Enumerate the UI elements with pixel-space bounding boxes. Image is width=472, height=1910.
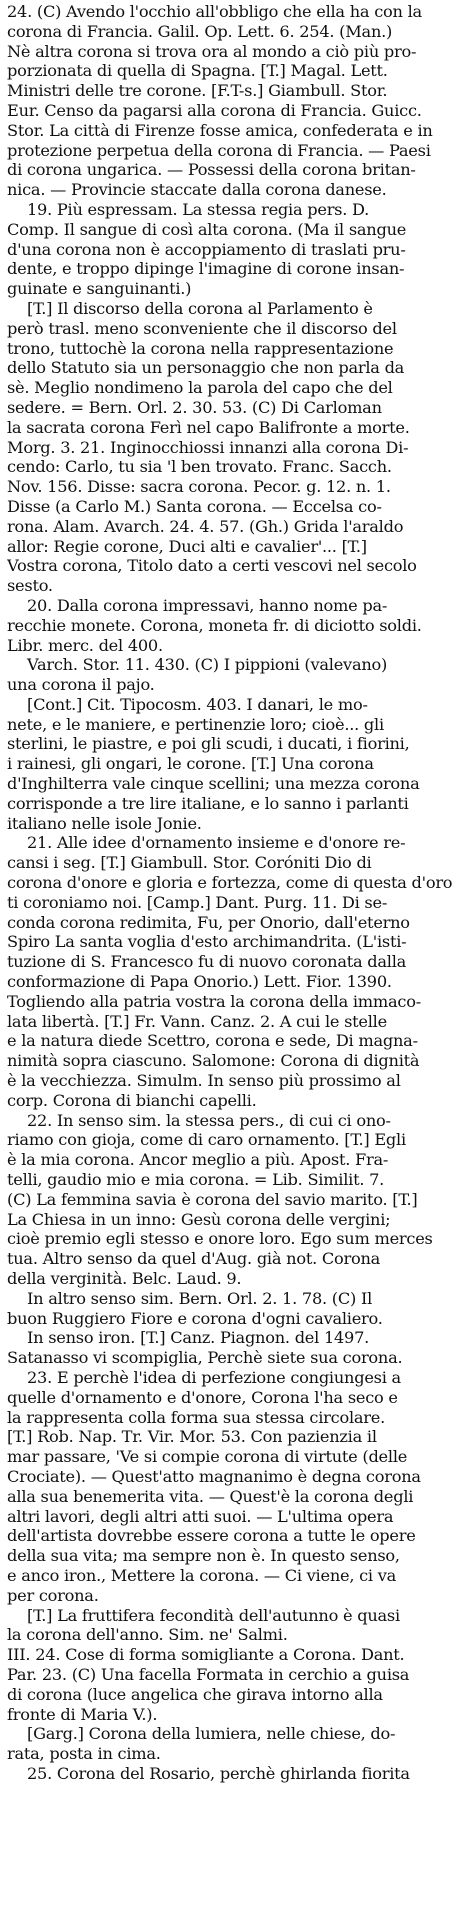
text-line: sè. Meglio nondimeno la parola del capo che del [7, 378, 393, 398]
text-line: della sua vita; ma sempre non è. In questo senso, [7, 1546, 400, 1566]
text-line: nimità sopra ciascuno. Salomone: Corona di dignità [7, 1051, 420, 1071]
text-line: [Cont.] Cit. Tipocosm. 403. I danari, le mo- [27, 694, 368, 714]
text-line: Satanasso vi scompiglia, Perchè siete sua corona. [7, 1348, 403, 1368]
text-line: trono, tuttochè la corona nella rappresentazione [7, 338, 394, 358]
text-line: e anco iron., Mettere la corona. — Ci viene, ci va [7, 1565, 397, 1585]
text-line: 21. Alle idee d'ornamento insieme e d'onore re- [27, 833, 406, 853]
text-line: d'una corona non è accoppiamento di traslati pru- [7, 239, 406, 259]
text-line: cansi i seg. [T.] Giambull. Stor. Coróniti Dio di [7, 853, 372, 873]
text-line: buon Ruggiero Fiore e corona d'ogni cavaliero. [7, 1308, 383, 1328]
text-line: porzionata di quella di Spagna. [T.] Magal. Lett. [7, 61, 388, 81]
text-line: [T.] La fruttifera fecondità dell'autunno è quasi [27, 1605, 400, 1625]
text-line: telli, gaudio mio e mia corona. = Lib. Similit. 7. [7, 1170, 385, 1190]
text-line: Comp. Il sangue di così alta corona. (Ma il sangue [7, 219, 407, 239]
text-line: conformazione di Papa Onorio.) Lett. Fior. 1390. [7, 972, 392, 992]
text-line: è la vecchiezza. Simulm. In senso più prossimo al [7, 1071, 401, 1091]
text-line: cioè premio egli stesso e onore loro. Ego sum merces [7, 1229, 433, 1249]
text-line: tua. Altro senso da quel d'Aug. già not. Corona [7, 1249, 381, 1269]
text-line: III. 24. Cose di forma somigliante a Corona. Dant. [7, 1645, 405, 1665]
text-line: dente, e troppo dipinge l'imagine di corone insan- [7, 259, 405, 279]
text-line: [T.] Rob. Nap. Tr. Vir. Mor. 53. Con pazienzia il [7, 1427, 377, 1447]
text-line: i rainesi, gli ongari, le corone. [T.] Una corona [7, 754, 374, 774]
text-line: nete, e le maniere, e pertinenzie loro; cioè... gli [7, 714, 384, 734]
text-line: italiano nelle isole Jonie. [7, 813, 202, 833]
text-line: In altro senso sim. Bern. Orl. 2. 1. 78. (C) Il [27, 1288, 373, 1308]
text-line: corona di Francia. Galil. Op. Lett. 6. 254. (Man.) [7, 21, 393, 41]
text-line: Nov. 156. Disse: sacra corona. Pecor. g. 12. n. 1. [7, 477, 391, 497]
text-line: Par. 23. (C) Una facella Formata in cerchio a guisa [7, 1664, 410, 1684]
text-line: di corona (luce angelica che girava intorno alla [7, 1684, 383, 1704]
text-line: dell'artista dovrebbe essere corona a tutte le opere [7, 1526, 416, 1546]
text-line: rona. Alam. Avarch. 24. 4. 57. (Gh.) Grida l'araldo [7, 516, 404, 536]
text-line: lata libertà. [T.] Fr. Vann. Canz. 2. A cui le stelle [7, 1011, 387, 1031]
text-line: guinate e sanguinanti.) [7, 279, 192, 299]
text-line: fronte di Maria V.). [7, 1704, 158, 1724]
text-line: Nè altra corona si trova ora al mondo a ciò più pro- [7, 41, 417, 61]
text-line: la rappresenta colla forma sua stessa circolare. [7, 1407, 386, 1427]
text-line: però trasl. meno sconveniente che il discorso del [7, 318, 397, 338]
text-line: della verginità. Belc. Laud. 9. [7, 1269, 242, 1288]
text-line: (C) La femmina savia è corona del savio marito. [T.] [7, 1189, 418, 1209]
text-line: recchie monete. Corona, moneta fr. di diciotto soldi. [7, 615, 422, 635]
text-line: protezione perpetua della corona di Francia. — Paesi [7, 140, 431, 160]
text-line: sterlini, le piastre, e poi gli scudi, i ducati, i fiorini, [7, 734, 410, 754]
text-line: mar passare, 'Ve si compie corona di virtute (delle [7, 1447, 408, 1467]
text-line: 22. In senso sim. la stessa pers., di cui ci ono- [27, 1110, 391, 1130]
text-line: Togliendo alla patria vostra la corona della immaco- [7, 991, 421, 1011]
text-line: Disse (a Carlo M.) Santa corona. — Eccelsa co- [7, 496, 382, 516]
text-line: per corona. [7, 1585, 99, 1605]
text-line: corrisponde a tre lire italiane, e lo sanno i parlanti [7, 793, 409, 813]
text-line: [T.] Il discorso della corona al Parlamento è [27, 298, 373, 318]
text-line: Ministri delle tre corone. [F.T-s.] Giambull. Stor. [7, 81, 388, 101]
text-line: allor: Regie corone, Duci alti e cavalier'... [T.] [7, 536, 367, 556]
text-line: una corona il pajo. [7, 675, 155, 695]
text-line: cendo: Carlo, tu sia 'l ben trovato. Franc. Sacch. [7, 457, 392, 477]
text-line: In senso iron. [T.] Canz. Piagnon. del 1497. [27, 1328, 370, 1348]
text-line: 25. Corona del Rosario, perchè ghirlanda fiorita [27, 1763, 410, 1783]
dictionary-entry-corona [7, 2, 466, 1784]
text-line: conda corona redimita, Fu, per Onorio, dall'eterno [7, 912, 410, 932]
text-line: alla sua benemerita vita. — Quest'è la corona degli [7, 1486, 414, 1506]
text-line: Spiro La santa voglia d'esto archimandrita. (L'isti- [7, 932, 407, 952]
text-line: corp. Corona di bianchi capelli. [7, 1090, 257, 1110]
text-line: Morg. 3. 21. Inginocchiossi innanzi alla corona Di- [7, 437, 409, 457]
text-line: 24. (C) Avendo l'occhio all'obbligo che ella ha con la [7, 2, 422, 21]
text-line: dello Statuto sia un personaggio che non parla da [7, 358, 405, 378]
text-line: tuzione di S. Francesco fu di nuovo coronata dalla [7, 952, 407, 972]
text-line: di corona ungarica. — Possessi della corona britan- [7, 160, 416, 180]
text-line: riamo con gioja, come di caro ornamento. [T.] Egli [7, 1130, 406, 1150]
text-line: 20. Dalla corona impressavi, hanno nome pa- [27, 595, 388, 615]
text-line: nica. — Provincie staccate dalla corona danese. [7, 180, 387, 200]
text-line: d'Inghilterra vale cinque scellini; una mezza corona [7, 774, 420, 794]
text-line: 19. Più espressam. La stessa regia pers. D. [27, 199, 370, 219]
text-line: e la natura diede Scettro, corona e sede, Di magna- [7, 1031, 418, 1051]
text-line: ti coroniamo noi. [Camp.] Dant. Purg. 11. Di se- [7, 892, 388, 912]
text-line: Eur. Censo da pagarsi alla corona di Francia. Guicc. [7, 100, 422, 120]
text-line: Stor. La città di Firenze fosse amica, confederata e in [7, 120, 433, 140]
text-line: [Garg.] Corona della lumiera, nelle chiese, do- [27, 1724, 396, 1744]
text-line: quelle d'ornamento e d'onore, Corona l'ha seco e [7, 1387, 398, 1407]
text-line: sesto. [7, 576, 53, 596]
text-line: Crociate). — Quest'atto magnanimo è degna corona [7, 1466, 421, 1486]
text-line: rata, posta in cima. [7, 1744, 161, 1764]
text-line: sedere. = Bern. Orl. 2. 30. 53. (C) Di Carloman [7, 397, 382, 417]
text-line: Vostra corona, Titolo dato a certi vescovi nel secolo [7, 556, 417, 576]
text-line: La Chiesa in un inno: Gesù corona delle vergini; [7, 1209, 391, 1229]
text-line: corona d'onore e gloria e fortezza, come di questa d'oro [7, 873, 453, 893]
text-line: la sacrata corona Ferì nel capo Balifronte a morte. [7, 417, 410, 437]
text-line: la corona dell'anno. Sim. ne' Salmi. [7, 1625, 288, 1645]
text-line: 23. E perchè l'idea di perfezione congiungesi a [27, 1367, 401, 1387]
text-line: Varch. Stor. 11. 430. (C) I pippioni (valevano) [27, 655, 388, 675]
text-line: altri lavori, degli altri atti suoi. — L'ultima opera [7, 1506, 394, 1526]
text-line: Libr. merc. del 400. [7, 635, 163, 655]
text-line: è la mia corona. Ancor meglio a più. Apost. Fra- [7, 1150, 389, 1170]
